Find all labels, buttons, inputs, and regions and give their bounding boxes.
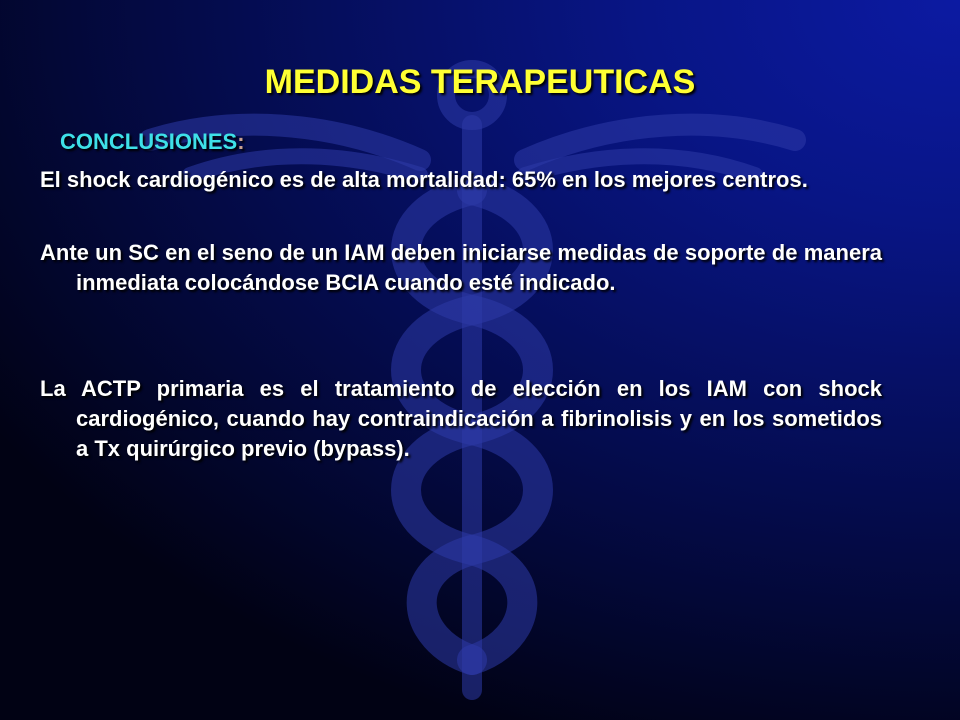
section-heading-colon: : — [237, 129, 245, 154]
slide-title: MEDIDAS TERAPEUTICAS — [264, 63, 696, 101]
conclusion-paragraph-1: El shock cardiogénico es de alta mortalidad: 65% en los mejores centros. — [40, 167, 808, 192]
section-heading-text: CONCLUSIONES — [60, 129, 238, 154]
conclusion-paragraph-3: La ACTP primaria es el tratamiento de elección en los IAM con shock cardiogénico, cuando hay contraindicación a fibrinolisis y en los sometidos a Tx quirúrgico previo (bypass). — [40, 376, 882, 461]
section-heading — [60, 127, 245, 157]
conclusion-paragraph-2: Ante un SC en el seno de un IAM deben iniciarse medidas de soporte de manera inmediata colocándose BCIA cuando esté indicado. — [40, 240, 882, 295]
